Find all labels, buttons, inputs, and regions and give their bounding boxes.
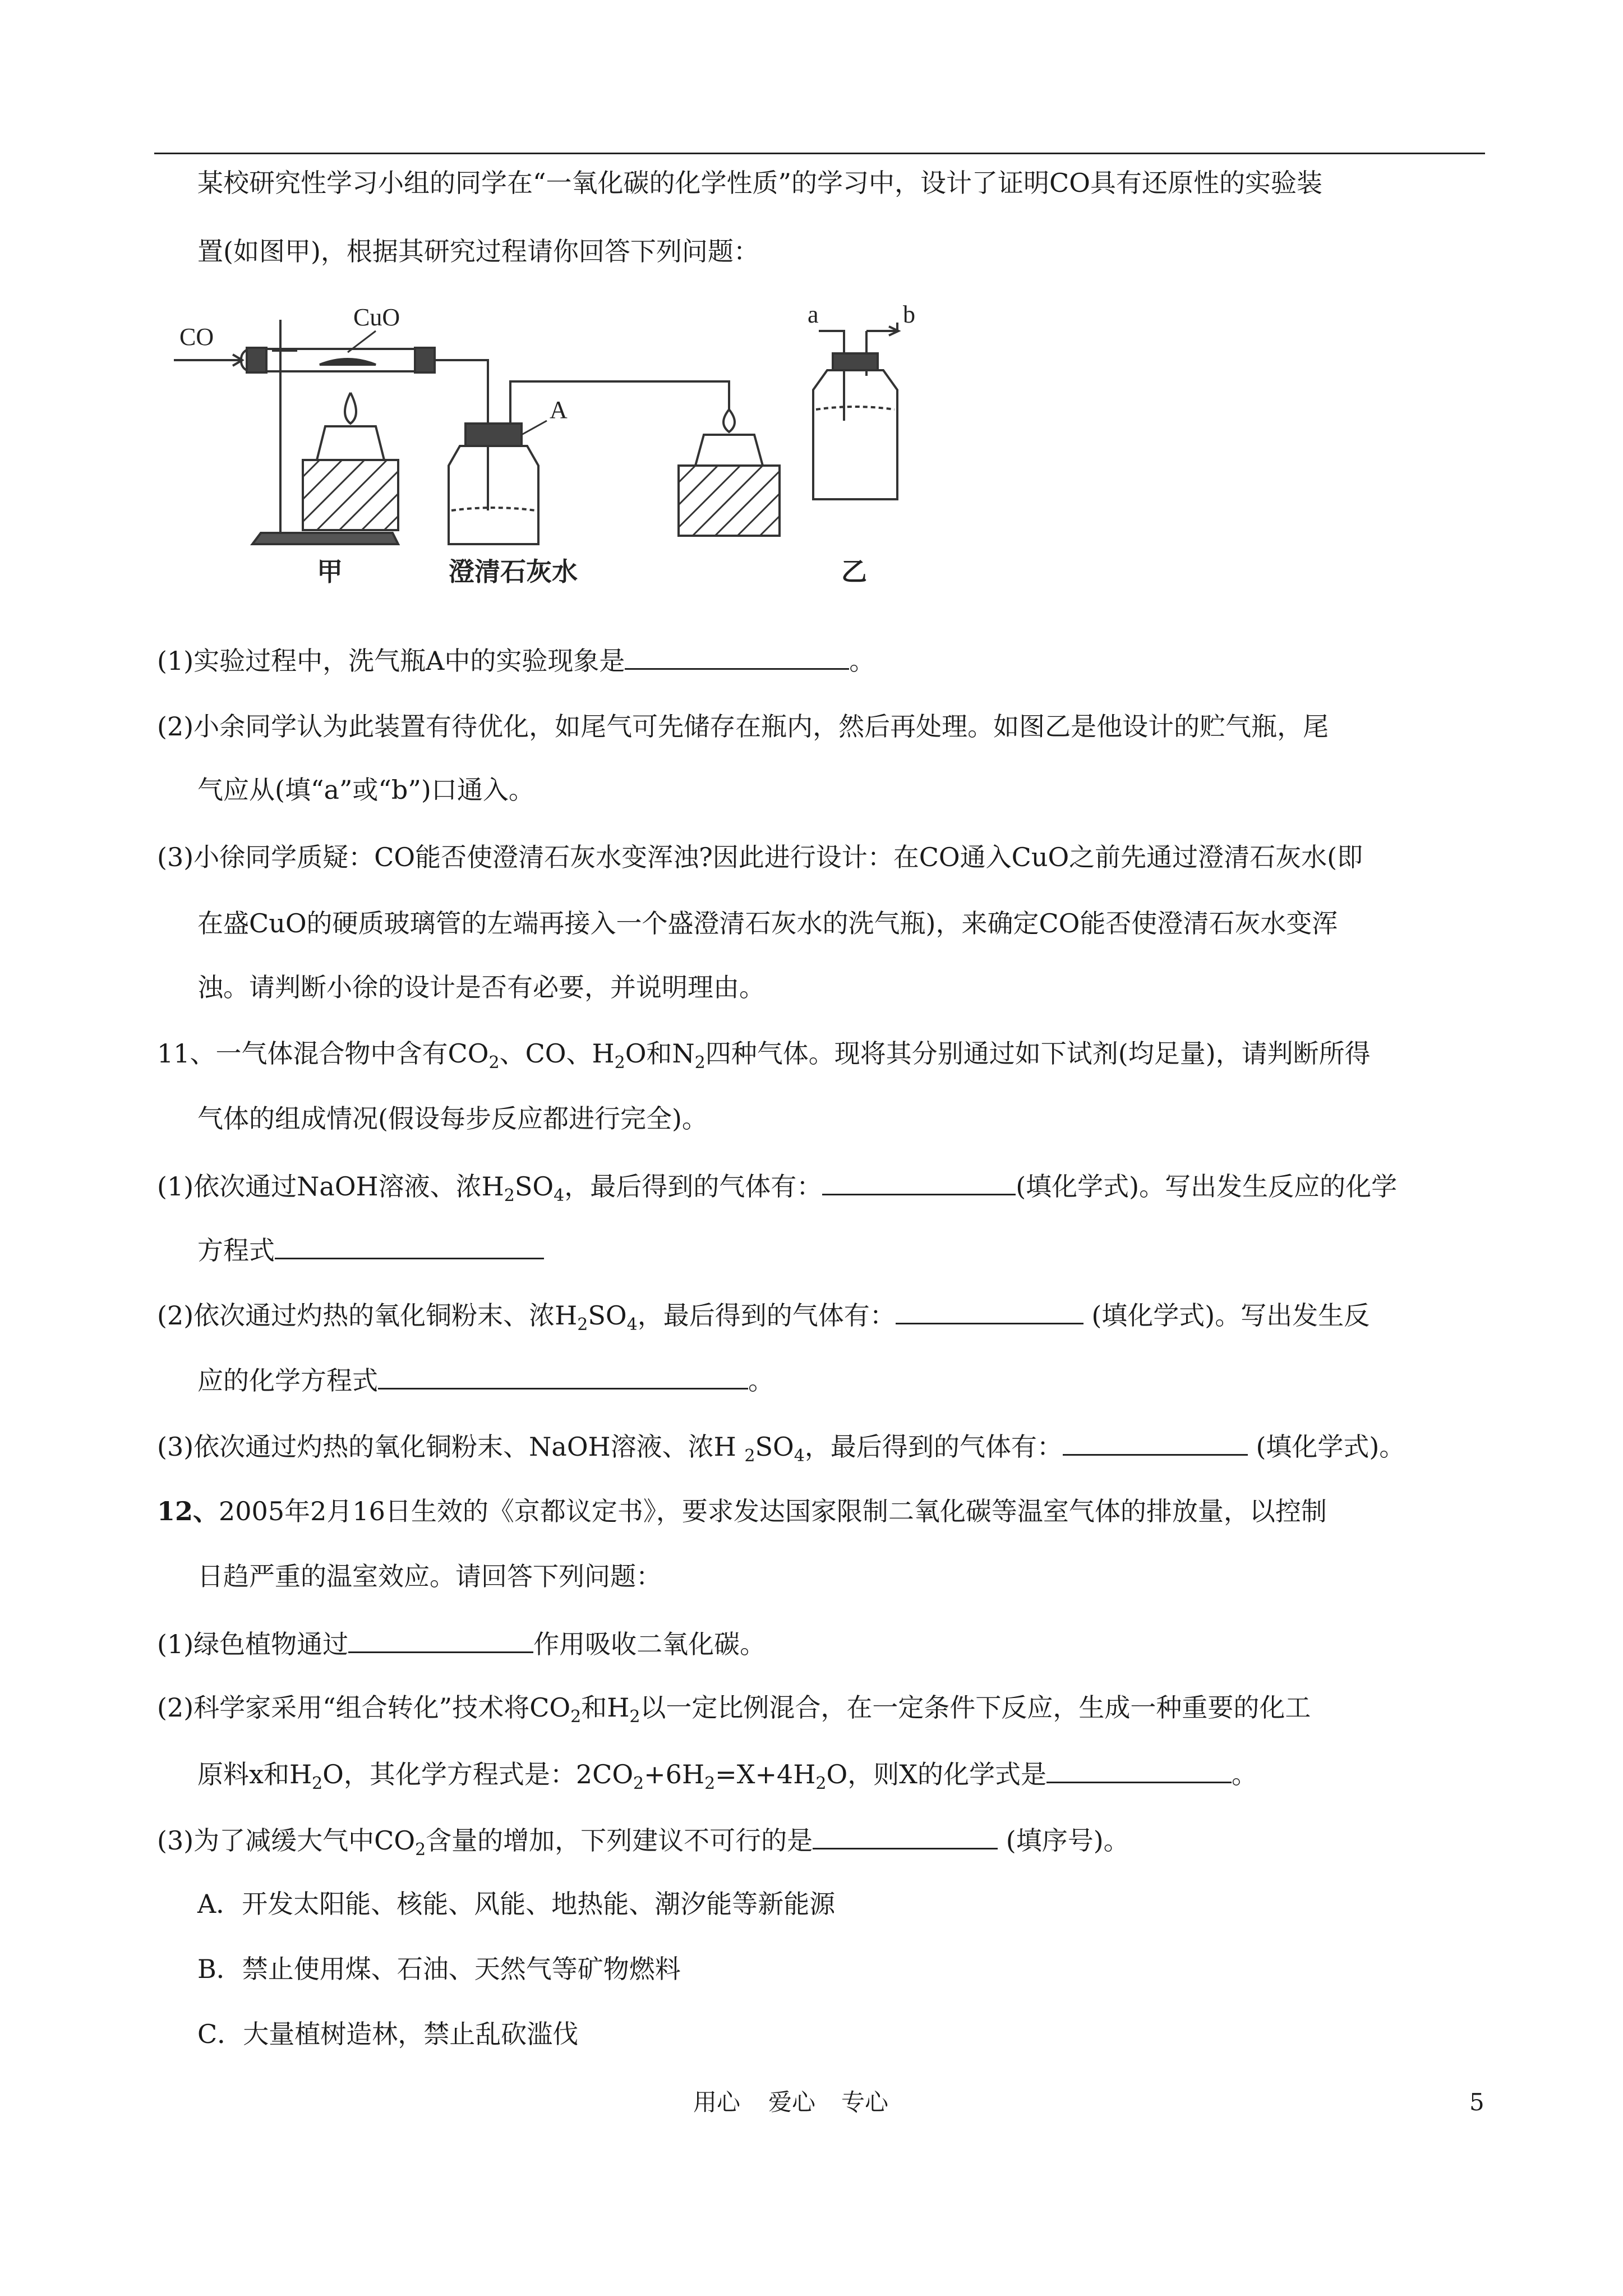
subscript: 2 (744, 1446, 755, 1466)
q12-part-3 (157, 1822, 1129, 1860)
q11-number: 11、 (157, 1038, 216, 1069)
tube-right-stopper (415, 348, 435, 372)
subscript: 4 (794, 1446, 805, 1466)
q12-option-c: C．大量植树造林，禁止乱砍滥伐 (197, 2019, 579, 2049)
q11-part-1-line-2 (197, 1232, 544, 1267)
subscript: 2 (415, 1840, 426, 1860)
subscript: 2 (629, 1707, 640, 1727)
caption-limewater: 澄清石灰水 (449, 556, 578, 587)
q12-part-2-line-1 (157, 1691, 1311, 1727)
q11-text: O和N (625, 1038, 695, 1069)
subscript: 2 (633, 1774, 644, 1794)
label-co: CO (179, 323, 214, 351)
q12-text: 。 (1231, 1759, 1257, 1789)
q11-text: 应的化学方程式 (197, 1365, 378, 1396)
lamp-flame-2 (723, 409, 735, 432)
q12-text: 以一定比例混合，在一定条件下反应，生成一种重要的化工 (640, 1692, 1311, 1723)
q11-part-3 (157, 1428, 1405, 1464)
q12-text: O，则X的化学式是 (826, 1759, 1046, 1789)
footer-motto-1: 用心 (693, 2088, 741, 2116)
tube-left-stopper (247, 348, 266, 372)
q11-text: (1)依次通过NaOH溶液、浓H (157, 1171, 504, 1202)
subscript: 4 (626, 1315, 638, 1335)
q10-part-3-line-2: 在盛CuO的硬质玻璃管的左端再接入一个盛澄清石灰水的洗气瓶)，来确定CO能否使澄清石灰水变浑 (197, 908, 1338, 938)
subscript: 2 (815, 1774, 827, 1794)
q12-line-2: 日趋严重的温室效应。请回答下列问题： (197, 1561, 662, 1591)
q11-text: ，最后得到的气体有： (804, 1432, 1063, 1462)
q11-part-2-line-1 (157, 1297, 1370, 1335)
q10-part-1-end: 。 (849, 646, 875, 676)
q10-part-1 (157, 642, 875, 678)
subscript: 2 (570, 1707, 582, 1727)
q11-text: (填化学式)。写出发生反应的化学 (1016, 1171, 1398, 1202)
q11-text: SO (588, 1300, 627, 1331)
answer-blank[interactable] (896, 1297, 1083, 1324)
label-port-a: a (808, 301, 819, 328)
q12-text: 含量的增加，下列建议不可行的是 (426, 1825, 813, 1856)
q12-text: O，其化学方程式是：2CO (322, 1759, 634, 1789)
q10-part-2-line-1: (2)小余同学认为此装置有待优化，如尾气可先储存在瓶内，然后再处理。如图乙是他设计的贮气瓶，尾 (157, 711, 1329, 742)
header-rule (154, 153, 1485, 154)
subscript: 2 (704, 1774, 716, 1794)
q10-part-1-text: (1)实验过程中，洗气瓶A中的实验现象是 (157, 646, 625, 676)
q10-intro-line-2: 置(如图甲)，根据其研究过程请你回答下列问题： (197, 236, 759, 266)
q12-number: 12、 (157, 1496, 219, 1526)
q11-part-1-line-1 (157, 1168, 1398, 1206)
iron-stand-base (252, 533, 398, 544)
q11-text: 方程式 (197, 1235, 275, 1266)
q12-text: 原料x和H (197, 1759, 312, 1789)
subscript: 2 (694, 1053, 706, 1073)
q11-text: 四种气体。现将其分别通过如下试剂(均足量)，请判断所得 (705, 1038, 1371, 1069)
q11-text: SO (514, 1171, 554, 1202)
page-number: 5 (1469, 2088, 1484, 2116)
q11-text: (填化学式)。写出发生反 (1083, 1300, 1370, 1331)
answer-blank[interactable] (1063, 1428, 1248, 1456)
alcohol-lamp-2 (695, 435, 763, 466)
q12-option-b: B．禁止使用煤、石油、天然气等矿物燃料 (197, 1954, 681, 1984)
q10-intro-line-1: 某校研究性学习小组的同学在“一氧化碳的化学性质”的学习中，设计了证明CO具有还原性的实验装 (197, 168, 1322, 198)
subscript: 2 (312, 1774, 323, 1794)
q11-line-1 (157, 1037, 1371, 1073)
q11-text: ，最后得到的气体有： (637, 1300, 896, 1331)
footer-motto-2: 爱心 (768, 2088, 816, 2116)
answer-blank[interactable] (378, 1362, 748, 1389)
q12-text: 和H (581, 1692, 630, 1723)
answer-blank[interactable] (625, 642, 849, 670)
caption-yi: 乙 (841, 556, 867, 587)
a-pointer (522, 421, 547, 435)
answer-blank[interactable] (813, 1822, 998, 1849)
q12-text: +6H (644, 1759, 705, 1789)
q11-text: 。 (748, 1365, 774, 1396)
answer-blank[interactable] (348, 1626, 533, 1653)
lamp-flame-1 (345, 393, 356, 424)
label-port-b: b (903, 301, 915, 328)
label-a: A (550, 396, 568, 424)
q11-text: (填化学式)。 (1247, 1432, 1405, 1462)
cuo-powder (320, 359, 376, 365)
alcohol-lamp-1 (317, 426, 384, 460)
subscript: 2 (504, 1186, 515, 1206)
footer-motto-3: 专心 (841, 2088, 889, 2116)
limewater-surface (451, 508, 536, 510)
q12-option-a: A．开发太阳能、核能、风能、地热能、潮汐能等新能源 (197, 1889, 836, 1919)
answer-blank[interactable] (822, 1168, 1016, 1195)
q12-text: (2)科学家采用“组合转化”技术将CO (157, 1692, 571, 1723)
q10-part-3-line-1: (3)小徐同学质疑：CO能否使澄清石灰水变浑浊?因此进行设计：在CO通入CuO之前先通过澄清石灰水(即 (157, 842, 1363, 872)
q12-text: (1)绿色植物通过 (157, 1629, 349, 1659)
q12-text: (填序号)。 (998, 1825, 1129, 1856)
storage-bottle-yi (813, 370, 897, 499)
q10-part-2-line-2: 气应从(填“a”或“b”)口通入。 (197, 775, 534, 805)
bottle-a-stopper (465, 424, 522, 446)
q12-part-1 (157, 1626, 766, 1661)
q12-text: 2005年2月16日生效的《京都议定书》，要求发达国家限制二氧化碳等温室气体的排放量，以控制 (219, 1496, 1327, 1526)
q12-part-2-line-2 (197, 1756, 1257, 1794)
q10-part-3-line-3: 浊。请判断小徐的设计是否有必要，并说明理由。 (197, 972, 765, 1002)
q11-text: ，最后得到的气体有： (564, 1171, 823, 1202)
q11-text: 、CO、H (499, 1038, 615, 1069)
q12-text: (3)为了减缓大气中CO (157, 1825, 416, 1856)
apparatus-figure (157, 297, 953, 600)
subscript: 2 (488, 1053, 500, 1073)
q12-text: 作用吸收二氧化碳。 (533, 1629, 766, 1659)
answer-blank[interactable] (1046, 1756, 1232, 1783)
subscript: 2 (614, 1053, 625, 1073)
q11-text: 一气体混合物中含有CO (215, 1038, 489, 1069)
q11-line-2: 气体的组成情况(假设每步反应都进行完全)。 (197, 1103, 708, 1134)
q12-text: =X+4H (715, 1759, 816, 1789)
bottle-a-outlet (510, 381, 729, 424)
label-cuo: CuO (353, 303, 400, 331)
bottle-yi-stopper (833, 353, 878, 370)
q12-line-1 (157, 1494, 1327, 1528)
q11-part-2-line-2 (197, 1362, 774, 1397)
answer-blank[interactable] (275, 1232, 544, 1259)
subscript: 4 (554, 1186, 565, 1206)
q11-text: (2)依次通过灼热的氧化铜粉末、浓H (157, 1300, 578, 1331)
wash-bottle-a (449, 446, 538, 544)
q11-text: (3)依次通过灼热的氧化铜粉末、NaOH溶液、浓H (157, 1432, 745, 1462)
caption-jia: 甲 (317, 556, 343, 587)
q11-text: SO (755, 1432, 794, 1462)
subscript: 2 (577, 1315, 588, 1335)
